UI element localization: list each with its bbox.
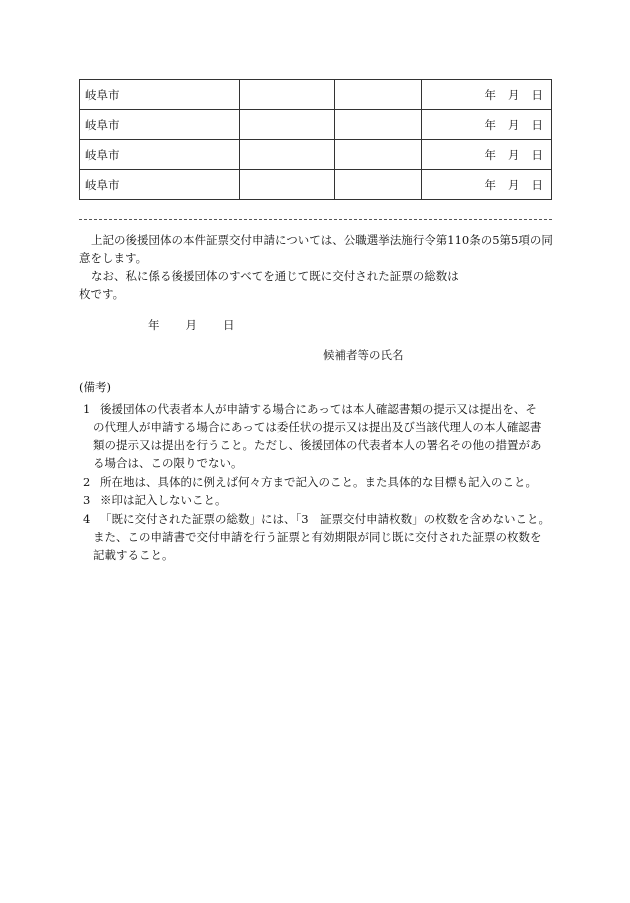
remark-line: ※印は記入しないこと。 [100,493,227,507]
remark-number: 3 [83,493,91,507]
signature-date [148,316,235,334]
remarks-heading: (備考) [79,380,111,394]
blank-cell [335,140,422,170]
consent-line-2: 意をします。 [79,251,148,265]
day-label: 日 [531,87,543,102]
remark-item-3 [79,491,554,509]
remark-line: 記載すること。 [93,548,174,562]
remark-line: 所在地は、具体的に例えば何々方まで記入のこと。また具体的な目標も記入のこと。 [100,475,537,489]
month-label: 月 [508,177,520,192]
remark-line: 後援団体の代表者本人が申請する場合にあっては本人確認書類の提示又は提出を、そ [100,402,537,416]
day-label: 日 [531,147,543,162]
dashed-divider [79,219,552,220]
table-row [80,80,552,110]
remark-line: また、この申請書で交付申請を行う証票と有効期限が同じ既に交付された証票の枚数を [93,530,542,544]
blank-cell [240,110,335,140]
month-label: 月 [508,117,520,132]
month-label: 月 [508,87,520,102]
year-label: 年 [484,117,496,132]
day-label: 日 [531,117,543,132]
date-cell [422,110,552,140]
blank-cell [240,170,335,200]
consent-line-1: 上記の後援団体の本件証票交付申請については、公職選挙法施行令第110条の5第5項の同 [91,233,553,247]
remark-line: 「既に交付された証票の総数」には、「3 証票交付申請枚数」の枚数を含めないこと。 [100,512,551,526]
blank-cell [240,140,335,170]
blank-cell [335,170,422,200]
remark-number: 2 [83,475,91,489]
remark-number: 1 [83,402,91,416]
city-cell: 岐阜市 [80,140,240,170]
year-label: 年 [484,87,496,102]
day-label: 日 [531,177,543,192]
candidate-name-label: 候補者等の氏名 [323,348,404,362]
remark-line: の代理人が申請する場合にあっては委任状の提示又は提出及び当該代理人の本人確認書 [93,420,542,434]
remark-item-2 [79,473,554,491]
remark-item-4 [79,510,554,564]
remark-line: る場合は、この限りでない。 [93,456,243,470]
table-row [80,140,552,170]
remark-line: 類の提示又は提出を行うこと。ただし、後援団体の代表者本人の署名その他の措置があ [93,438,542,452]
month-label: 月 [508,147,520,162]
city-cell: 岐阜市 [80,110,240,140]
date-year-label: 年 [148,318,160,332]
records-table [79,79,552,200]
consent-line-4: 枚です。 [79,287,125,301]
consent-line-3: なお、私に係る後援団体のすべてを通じて既に交付された証票の総数は [91,269,459,283]
date-cell [422,140,552,170]
table-row [80,170,552,200]
remark-number: 4 [83,512,91,526]
city-cell: 岐阜市 [80,170,240,200]
date-month-label: 月 [185,318,197,332]
year-label: 年 [484,177,496,192]
blank-cell [335,110,422,140]
blank-cell [335,80,422,110]
city-cell: 岐阜市 [80,80,240,110]
table-row [80,110,552,140]
blank-cell [240,80,335,110]
year-label: 年 [484,147,496,162]
remark-item-1 [79,400,554,472]
date-day-label: 日 [223,318,235,332]
date-cell [422,170,552,200]
date-cell [422,80,552,110]
